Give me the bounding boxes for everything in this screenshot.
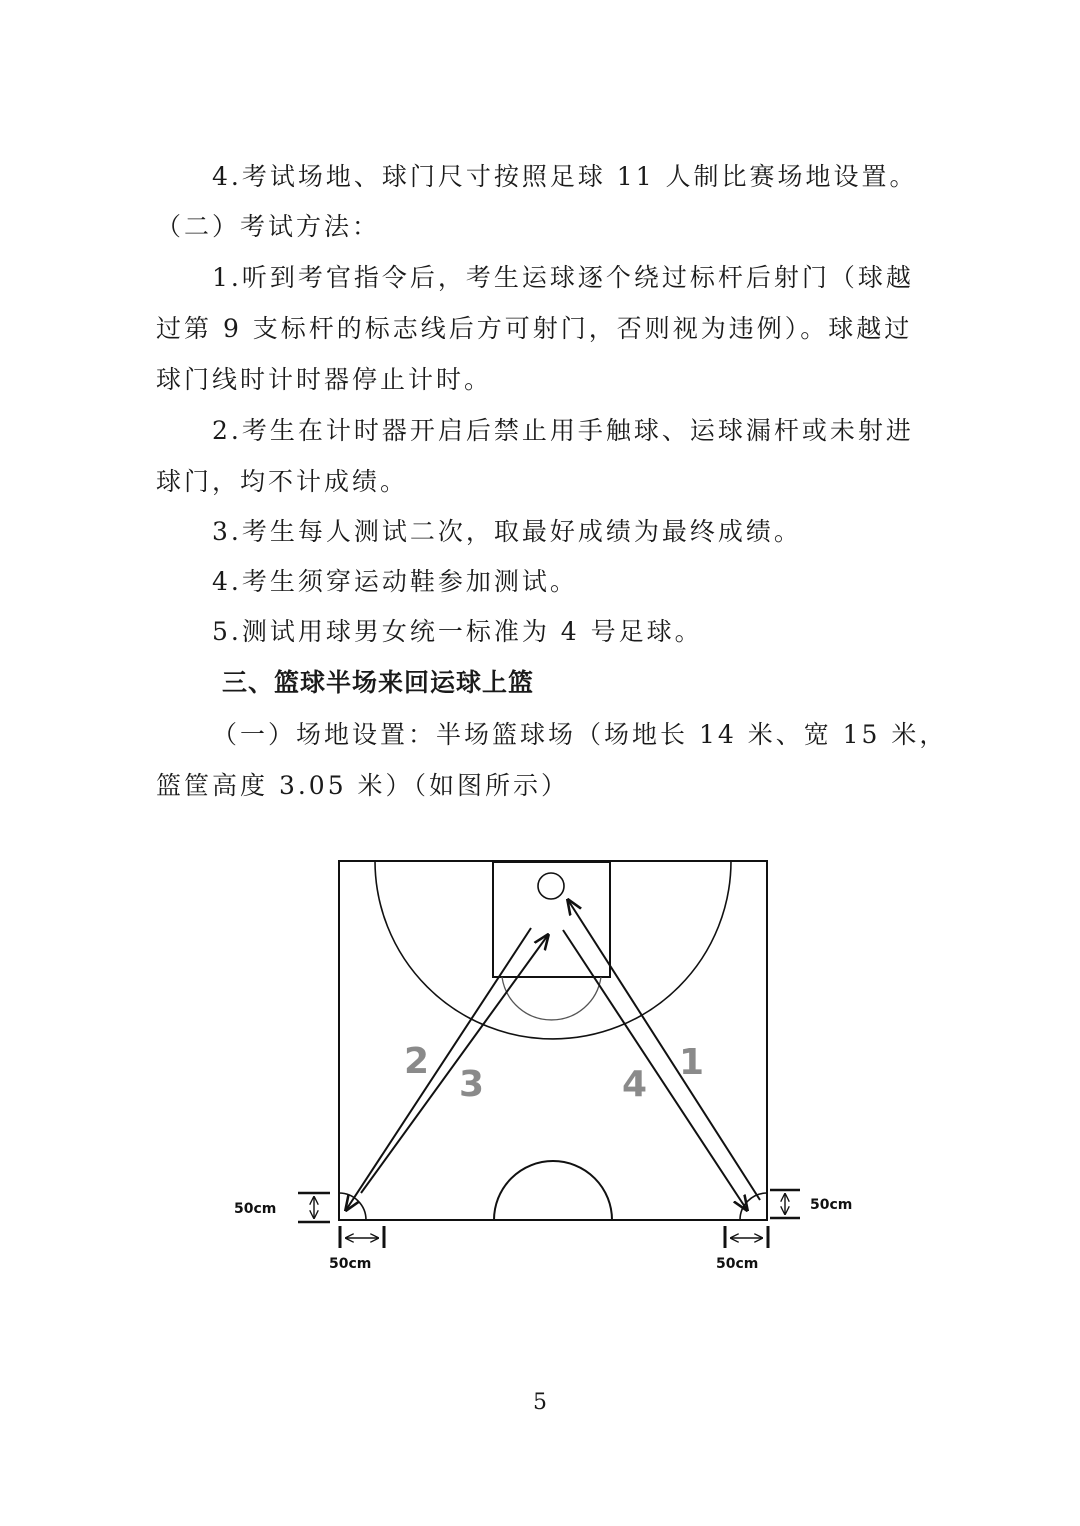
route-number-1: 1	[679, 1042, 705, 1083]
route-number-3: 3	[459, 1064, 485, 1105]
left-corner-marker	[339, 1193, 366, 1220]
subsection-heading: （二）考试方法：	[156, 212, 381, 241]
route-number-2: 2	[404, 1041, 430, 1082]
route-arrow-3	[346, 928, 531, 1210]
right-vertical-label: 50cm	[810, 1197, 853, 1213]
page-number: 5	[533, 1390, 547, 1415]
left-vertical-dimension	[298, 1193, 330, 1222]
paragraph-line: 5.测试用球男女统一标准为 4 号足球。	[212, 617, 703, 646]
venue-line: （一）场地设置：半场篮球场（场地长 14 米、宽 15 米，	[212, 720, 948, 749]
basket-circle	[538, 873, 564, 899]
right-horizontal-dimension	[725, 1226, 768, 1248]
venue-line: 篮筐高度 3.05 米）（如图所示）	[156, 771, 570, 800]
left-horizontal-label: 50cm	[329, 1256, 372, 1272]
left-horizontal-dimension	[340, 1226, 384, 1248]
route-arrow-4	[563, 930, 747, 1210]
paragraph-line: 4.考试场地、球门尺寸按照足球 11 人制比赛场地设置。	[212, 162, 918, 191]
section-heading: 三、篮球半场来回运球上篮	[222, 668, 535, 697]
right-horizontal-label: 50cm	[716, 1256, 759, 1272]
left-vertical-label: 50cm	[234, 1201, 277, 1217]
paragraph-line: 过第 9 支标杆的标志线后方可射门，否则视为违例）。球越过	[156, 314, 913, 343]
center-semicircle	[494, 1161, 612, 1220]
right-vertical-dimension	[770, 1190, 800, 1218]
paragraph-line: 球门线时计时器停止计时。	[156, 365, 493, 394]
paragraph-line: 3.考生每人测试二次，取最好成绩为最终成绩。	[212, 517, 802, 546]
paragraph-line: 4.考生须穿运动鞋参加测试。	[212, 567, 578, 596]
route-arrow-2	[361, 935, 548, 1193]
route-arrow-1	[568, 900, 760, 1200]
paragraph-line: 球门，均不计成绩。	[156, 467, 409, 496]
route-number-4: 4	[622, 1064, 648, 1105]
three-point-arc	[375, 861, 731, 1039]
free-throw-arc	[502, 977, 601, 1020]
paragraph-line: 2.考生在计时器开启后禁止用手触球、运球漏杆或未射进	[212, 416, 914, 445]
paragraph-line: 1.听到考官指令后，考生运球逐个绕过标杆后射门（球越	[212, 263, 914, 292]
